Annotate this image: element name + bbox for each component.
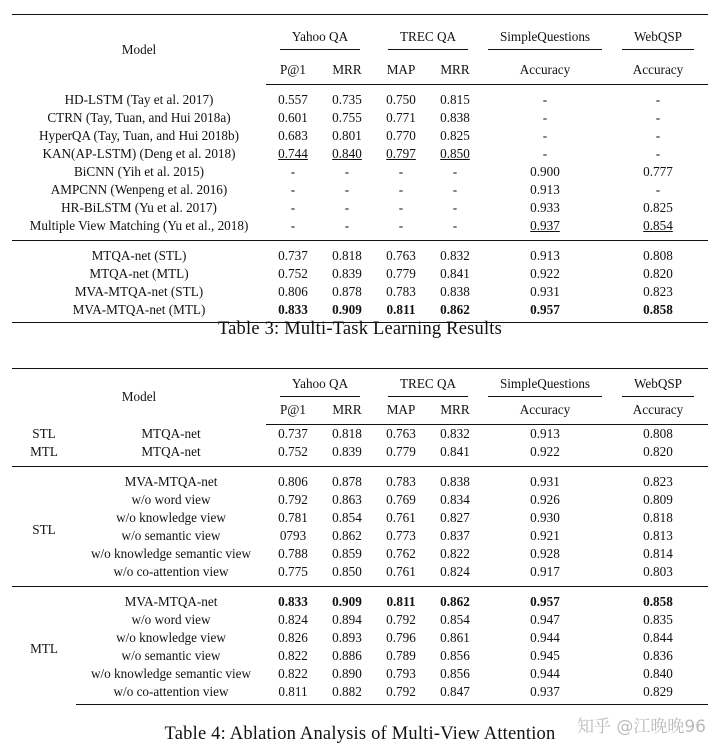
metric-value: 0.838 [440, 109, 470, 125]
table-row [12, 527, 708, 545]
metric-value: 0.737 [266, 241, 320, 265]
header-trec-qa: TREC QA [388, 28, 468, 50]
metric-value: 0.770 [386, 127, 416, 143]
metric-value: 0.862 [332, 527, 362, 543]
metric-value: 0.788 [278, 545, 308, 561]
metric-value: 0.792 [278, 491, 308, 507]
metric-value: 0.878 [332, 283, 362, 299]
metric-value: 0.926 [530, 491, 560, 507]
metric-value: 0.854 [643, 217, 673, 233]
table-3 [12, 14, 708, 323]
metric-value: 0.858 [608, 301, 708, 323]
metric-value: 0.797 [386, 145, 416, 161]
metric-value: 0.909 [320, 587, 374, 611]
metric-value: - [344, 199, 350, 215]
stl-ablation-rows [12, 467, 708, 587]
metric-value: - [655, 127, 661, 143]
metric-value: 0.882 [320, 683, 374, 705]
table-row [12, 217, 708, 241]
model-name: MTQA-net (MTL) [89, 265, 189, 281]
metric-value: 0.779 [386, 265, 416, 281]
metric-value: - [398, 163, 404, 179]
metric-value: 0.832 [440, 426, 470, 441]
metric-value: - [655, 92, 661, 107]
model-name: BiCNN (Yih et al. 2015) [73, 163, 205, 179]
model-name: MVA-MTQA-net [76, 467, 266, 491]
metric-value: 0.781 [278, 509, 308, 525]
metric-value: 0.822 [278, 647, 308, 663]
header-accuracy: Accuracy [482, 399, 608, 425]
metric-value: 0.827 [440, 509, 470, 525]
metric-value: 0.808 [643, 426, 673, 441]
model-name: w/o knowledge semantic view [90, 665, 252, 681]
metric-value: 0.854 [440, 611, 470, 627]
metric-value: 0.818 [332, 426, 362, 441]
table-row [12, 265, 708, 283]
metric-value: 0.762 [386, 545, 416, 561]
model-name: MVA-MTQA-net [76, 587, 266, 611]
table-row [12, 127, 708, 145]
metric-value: 0.752 [278, 443, 308, 459]
model-name: MTQA-net [141, 425, 201, 441]
model-name: w/o semantic view [121, 647, 221, 663]
table-row [12, 109, 708, 127]
header-mrr: MRR [320, 399, 374, 425]
metric-value: 0.862 [428, 587, 482, 611]
metric-value: 0.930 [530, 509, 560, 525]
table-row [12, 163, 708, 181]
table-row [12, 545, 708, 563]
metric-value: 0.838 [428, 467, 482, 491]
model-name: MVA-MTQA-net (STL) [74, 283, 204, 299]
metric-value: 0.931 [482, 467, 608, 491]
metric-value: 0.909 [320, 301, 374, 323]
header-model: Model [12, 15, 266, 85]
baseline-rows [12, 85, 708, 241]
metric-value: 0.744 [278, 145, 308, 161]
metric-value: 0.737 [278, 426, 308, 441]
metric-value: 0.806 [266, 467, 320, 491]
table-row [12, 241, 708, 265]
header-mrr: MRR [428, 59, 482, 85]
table-row [12, 647, 708, 665]
metric-value: 0.814 [643, 545, 673, 561]
metric-value: 0.862 [428, 301, 482, 323]
table-row [12, 491, 708, 509]
metric-value: - [344, 163, 350, 179]
metric-value: 0.792 [386, 611, 416, 627]
proposed-rows [12, 241, 708, 323]
metric-value: 0.836 [643, 647, 673, 663]
model-name: HR-BiLSTM (Yu et al. 2017) [61, 199, 217, 215]
header-accuracy: Accuracy [608, 59, 708, 85]
metric-value: - [290, 199, 296, 215]
metric-value: 0.825 [643, 199, 673, 215]
metric-value: 0.824 [278, 611, 308, 627]
header-mrr: MRR [320, 59, 374, 85]
metric-value: 0.557 [278, 92, 308, 107]
metric-value: 0.854 [332, 509, 362, 525]
metric-value: 0.840 [643, 665, 673, 681]
metric-value: 0.944 [530, 665, 560, 681]
metric-value: 0.922 [530, 265, 560, 281]
metric-value: 0.811 [374, 587, 428, 611]
table-3-caption: Table 3: Multi-Task Learning Results [217, 319, 503, 339]
metric-value: 0.806 [278, 283, 308, 299]
metric-value: - [542, 145, 548, 161]
table-4 [12, 368, 708, 705]
metric-value: 0.823 [608, 467, 708, 491]
model-name: w/o co-attention view [113, 563, 229, 579]
metric-value: 0.763 [386, 426, 416, 441]
metric-value: 0.894 [332, 611, 362, 627]
metric-value: 0.783 [374, 467, 428, 491]
mtl-ablation-rows [12, 587, 708, 705]
metric-value: 0.773 [386, 527, 416, 543]
table-4-caption: Table 4: Ablation Analysis of Multi-View Attention [164, 724, 556, 744]
metric-value: - [452, 181, 458, 197]
header-map: MAP [374, 399, 428, 425]
metric-value: 0.944 [530, 629, 560, 645]
metric-value: - [290, 217, 296, 233]
table-row [12, 563, 708, 587]
model-name: MVA-MTQA-net (MTL) [12, 301, 266, 323]
header-p-at-1: P@1 [266, 399, 320, 425]
table-row [12, 587, 708, 611]
metric-value: 0.850 [440, 145, 470, 161]
model-name: w/o knowledge semantic view [90, 545, 252, 561]
metric-value: - [542, 109, 548, 125]
metric-value: 0.913 [530, 426, 560, 441]
metric-value: 0.841 [440, 265, 470, 281]
metric-value: 0.922 [530, 443, 560, 459]
metric-value: 0.928 [530, 545, 560, 561]
metric-value: 0.783 [386, 283, 416, 299]
metric-value: 0.837 [440, 527, 470, 543]
metric-value: - [542, 92, 548, 107]
table-row [12, 467, 708, 491]
header-webqsp: WebQSP [622, 375, 694, 397]
metric-value: 0.777 [643, 163, 673, 179]
header-accuracy: Accuracy [608, 399, 708, 425]
metric-value: 0.803 [643, 563, 673, 579]
metric-value: 0.761 [386, 563, 416, 579]
table-row [12, 443, 708, 467]
metric-value: 0.793 [386, 665, 416, 681]
metric-value: 0.839 [332, 265, 362, 281]
metric-value: 0.832 [428, 241, 482, 265]
metric-value: 0.822 [278, 665, 308, 681]
table-row [12, 629, 708, 647]
metric-value: 0.818 [643, 509, 673, 525]
metric-value: - [655, 109, 661, 125]
header-simplequestions: SimpleQuestions [488, 28, 602, 50]
metric-value: 0.818 [320, 241, 374, 265]
metric-value: 0.796 [386, 629, 416, 645]
model-name: MTQA-net [141, 443, 201, 459]
metric-value: 0.811 [266, 683, 320, 705]
metric-value: 0.792 [374, 683, 428, 705]
metric-value: 0.957 [482, 587, 608, 611]
metric-value: - [344, 217, 350, 233]
metric-value: 0.931 [530, 283, 560, 299]
setting-label: MTL [30, 443, 58, 459]
metric-value: 0.801 [332, 127, 362, 143]
metric-value: - [655, 145, 661, 161]
table-row [12, 509, 708, 527]
setting-label: MTL [12, 587, 76, 705]
model-name: CTRN (Tay, Tuan, and Hui 2018a) [47, 109, 231, 125]
metric-value: 0.826 [278, 629, 308, 645]
metric-value: 0.878 [320, 467, 374, 491]
metric-value: 0.893 [332, 629, 362, 645]
metric-value: - [452, 217, 458, 233]
metric-value: 0.947 [530, 611, 560, 627]
metric-value: 0.820 [643, 265, 673, 281]
header-simplequestions: SimpleQuestions [488, 375, 602, 397]
metric-value: 0.683 [278, 127, 308, 143]
watermark: 知乎 @江晚晚96 [576, 717, 706, 737]
metric-value: 0.813 [643, 527, 673, 543]
model-name: w/o word view [131, 491, 211, 507]
metric-value: 0.789 [386, 647, 416, 663]
metric-value: 0.841 [440, 443, 470, 459]
table-row [12, 199, 708, 217]
table-row [12, 665, 708, 683]
metric-value: 0.601 [278, 109, 308, 125]
metric-value: 0.835 [643, 611, 673, 627]
metric-value: 0793 [279, 527, 307, 543]
model-name: AMPCNN (Wenpeng et al. 2016) [50, 181, 228, 197]
metric-value: 0.850 [332, 563, 362, 579]
metric-value: 0.808 [608, 241, 708, 265]
model-name: HD-LSTM (Tay et al. 2017) [64, 91, 214, 107]
metric-value: 0.775 [278, 563, 308, 579]
table-row [12, 683, 708, 705]
metric-value: 0.824 [440, 563, 470, 579]
metric-value: - [398, 199, 404, 215]
metric-value: - [452, 163, 458, 179]
table-row [12, 425, 708, 443]
metric-value: 0.886 [332, 647, 362, 663]
metric-value: 0.856 [440, 647, 470, 663]
setting-label: STL [12, 467, 76, 587]
model-name: w/o co-attention view [76, 683, 266, 705]
metric-value: - [542, 127, 548, 143]
header-webqsp: WebQSP [622, 28, 694, 50]
model-name: w/o knowledge view [116, 509, 226, 525]
metric-value: 0.921 [530, 527, 560, 543]
metric-value: 0.769 [386, 491, 416, 507]
metric-value: 0.945 [530, 647, 560, 663]
table-row [12, 145, 708, 163]
model-name: w/o semantic view [121, 527, 221, 543]
header-mrr: MRR [428, 399, 482, 425]
single-vs-multi-rows [12, 425, 708, 467]
metric-value: 0.913 [482, 241, 608, 265]
metric-value: 0.937 [530, 217, 560, 233]
metric-value: - [655, 181, 661, 197]
model-name: MTQA-net (STL) [12, 241, 266, 265]
metric-value: 0.844 [643, 629, 673, 645]
metric-value: 0.811 [374, 301, 428, 323]
table-row [12, 181, 708, 199]
metric-value: 0.838 [440, 283, 470, 299]
model-name: Multiple View Matching (Yu et al., 2018) [29, 217, 249, 233]
metric-value: 0.735 [332, 92, 362, 107]
metric-value: 0.820 [643, 443, 673, 459]
metric-value: 0.833 [266, 587, 320, 611]
metric-value: 0.840 [332, 145, 362, 161]
metric-value: - [398, 181, 404, 197]
metric-value: 0.859 [332, 545, 362, 561]
metric-value: - [398, 217, 404, 233]
metric-value: 0.937 [482, 683, 608, 705]
header-trec-qa: TREC QA [388, 375, 468, 397]
setting-label: STL [32, 425, 56, 441]
metric-value: 0.822 [440, 545, 470, 561]
metric-value: 0.825 [440, 127, 470, 143]
metric-value: 0.856 [440, 665, 470, 681]
table-row [12, 85, 708, 109]
header-yahoo-qa: Yahoo QA [280, 375, 360, 397]
metric-value: 0.834 [440, 491, 470, 507]
metric-value: 0.839 [332, 443, 362, 459]
header-p-at-1: P@1 [266, 59, 320, 85]
metric-value: 0.823 [643, 283, 673, 299]
model-name: KAN(AP-LSTM) (Deng et al. 2018) [42, 145, 236, 161]
metric-value: 0.917 [530, 563, 560, 579]
metric-value: 0.890 [332, 665, 362, 681]
metric-value: 0.815 [440, 92, 470, 107]
model-name: w/o knowledge view [116, 629, 226, 645]
metric-value: 0.779 [386, 443, 416, 459]
metric-value: 0.858 [608, 587, 708, 611]
metric-value: 0.752 [278, 265, 308, 281]
metric-value: - [290, 163, 296, 179]
table-row [12, 283, 708, 301]
metric-value: 0.863 [332, 491, 362, 507]
metric-value: 0.771 [386, 109, 416, 125]
metric-value: 0.900 [530, 163, 560, 179]
metric-value: - [344, 181, 350, 197]
metric-value: - [290, 181, 296, 197]
header-yahoo-qa: Yahoo QA [280, 28, 360, 50]
metric-value: - [452, 199, 458, 215]
metric-value: 0.957 [482, 301, 608, 323]
table-row [12, 611, 708, 629]
metric-value: 0.750 [386, 92, 416, 107]
metric-value: 0.829 [608, 683, 708, 705]
metric-value: 0.763 [374, 241, 428, 265]
model-name: w/o word view [131, 611, 211, 627]
metric-value: 0.847 [428, 683, 482, 705]
metric-value: 0.861 [440, 629, 470, 645]
header-accuracy: Accuracy [482, 59, 608, 85]
header-map: MAP [374, 59, 428, 85]
metric-value: 0.755 [332, 109, 362, 125]
header-model: Model [12, 369, 266, 425]
metric-value: 0.761 [386, 509, 416, 525]
metric-value: 0.809 [643, 491, 673, 507]
model-name: HyperQA (Tay, Tuan, and Hui 2018b) [38, 127, 240, 143]
metric-value: 0.913 [530, 181, 560, 197]
metric-value: 0.833 [266, 301, 320, 323]
metric-value: 0.933 [530, 199, 560, 215]
